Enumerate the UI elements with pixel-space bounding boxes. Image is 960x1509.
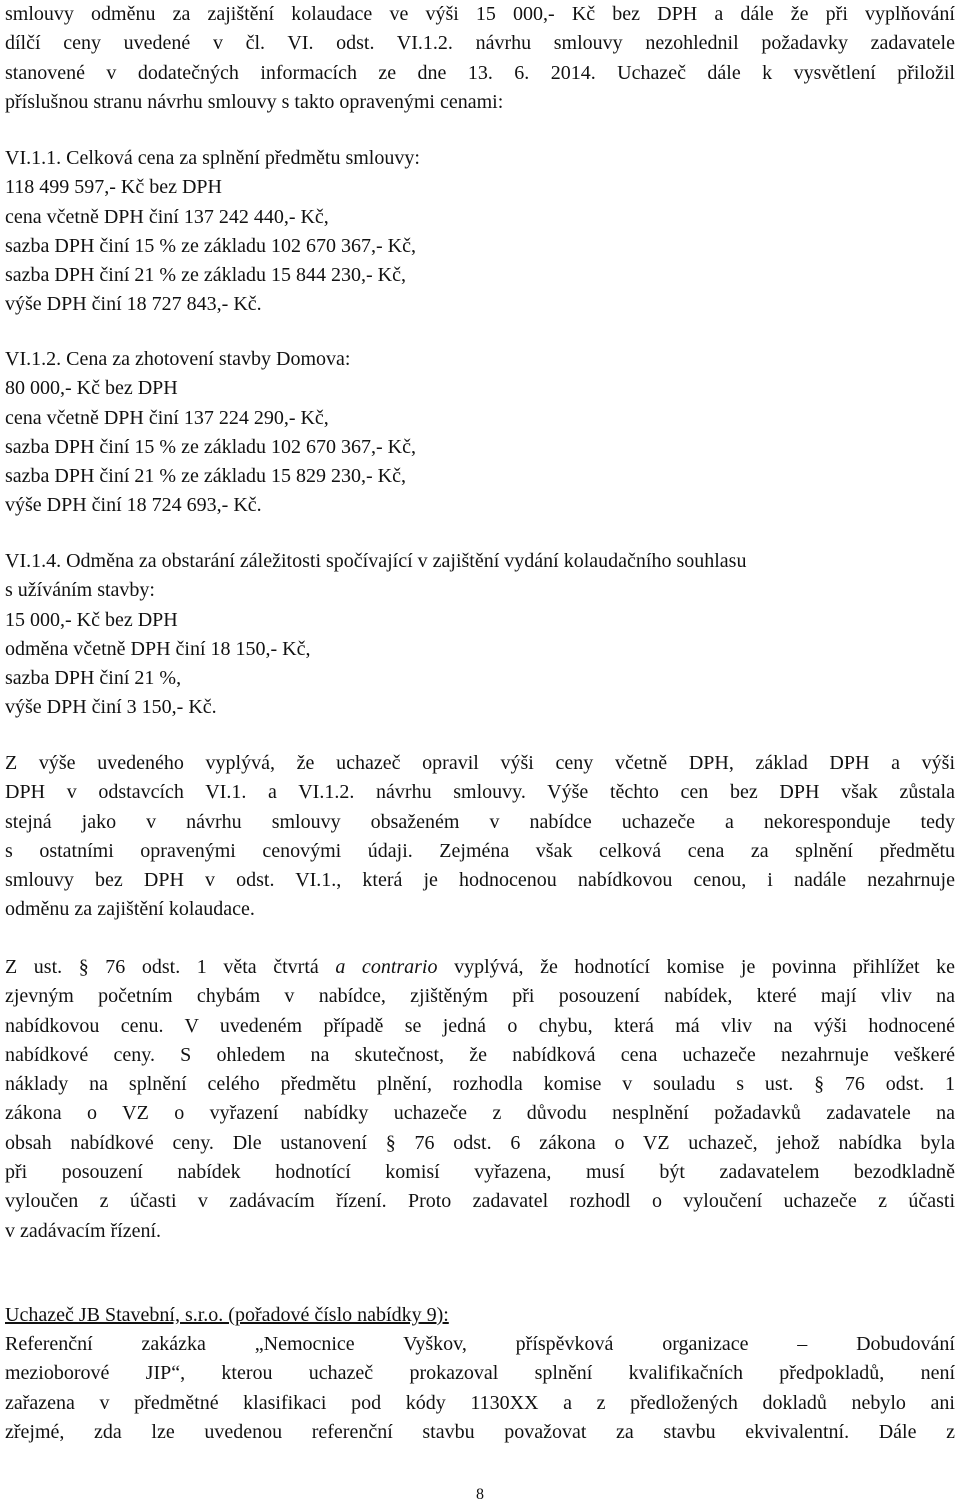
text-line: smlouvy bez DPH v odst. VI.1., která je hodnocenou nabídkovou cenou, i nadále nezahrnuje xyxy=(5,869,955,892)
text-line: výše DPH činí 18 727 843,- Kč. xyxy=(5,293,262,316)
text-line: zjevným početním chybám v nabídce, zjištěným při posouzení nabídek, které mají vliv na xyxy=(5,985,955,1008)
bidder-section-heading xyxy=(5,1301,955,1330)
text-line: 15 000,- Kč bez DPH xyxy=(5,608,178,631)
text-line: dílčí ceny uvedené v čl. VI. odst. VI.1.2. návrhu smlouvy nezohlednil požadavky zadavatele xyxy=(5,32,955,55)
text-line: VI.1.4. Odměna za obstarání záležitosti spočívající v zajištění vydání kolaudačního souhlasu xyxy=(5,550,747,572)
italic-phrase: a contrario xyxy=(335,956,438,978)
price-block-vi-1-4 xyxy=(5,547,955,723)
page-number: 8 xyxy=(476,1486,484,1503)
text-line: sazba DPH činí 21 % ze základu 15 844 230,- Kč, xyxy=(5,264,406,287)
price-block-vi-1-2 xyxy=(5,345,955,521)
text-line: Referenční zakázka „Nemocnice Vyškov, příspěvková organizace – Dobudování xyxy=(5,1333,955,1355)
text-line: obsah nabídkové ceny. Dle ustanovení § 76 odst. 6 zákona o VZ uchazeč, jehož nabídka byla xyxy=(5,1131,955,1154)
text-line: nabídkové ceny. S ohledem na skutečnost, že nabídková cena uchazeče nezahrnuje veškeré xyxy=(5,1043,955,1066)
text-line: náklady na splnění celého předmětu plnění, rozhodla komise v souladu s ust. § 76 odst. 1 xyxy=(5,1073,955,1096)
legal-reasoning-paragraph xyxy=(5,953,955,1246)
text-line: příslušnou stranu návrhu smlouvy s takto opravenými cenami: xyxy=(5,90,504,113)
conclusion-paragraph xyxy=(5,749,955,925)
text-line: odměna včetně DPH činí 18 150,- Kč, xyxy=(5,637,311,660)
text-line: stejná jako v návrhu smlouvy obsaženém v nabídce uchazeče a nekoresponduje tedy xyxy=(5,810,955,833)
text-line: sazba DPH činí 21 % ze základu 15 829 230,- Kč, xyxy=(5,465,406,488)
text-line: Z výše uvedeného vyplývá, že uchazeč opravil výši ceny včetně DPH, základ DPH a výši xyxy=(5,752,955,774)
text-segment: vyplývá, že hodnotící komise je povinna přihlížet ke xyxy=(437,956,956,978)
text-line: sazba DPH činí 15 % ze základu 102 670 367,- Kč, xyxy=(5,435,416,458)
text-line: v zadávacím řízení. xyxy=(5,1219,162,1242)
text-line: cena včetně DPH činí 137 224 290,- Kč, xyxy=(5,406,329,429)
bidder-section-paragraph xyxy=(5,1330,955,1447)
text-line: stanovené v dodatečných informacích ze dne 13. 6. 2014. Uchazeč dále k vysvětlení přiložil xyxy=(5,61,955,84)
text-line: výše DPH činí 18 724 693,- Kč. xyxy=(5,494,262,517)
text-line: smlouvy odměnu za zajištění kolaudace ve výši 15 000,- Kč bez DPH a dále že při vyplňování xyxy=(5,3,955,25)
text-line: zařazena v předmětné klasifikaci pod kódy 1130XX a z předložených dokladů nebylo ani xyxy=(5,1391,955,1414)
text-line xyxy=(5,953,955,982)
text-line: výše DPH činí 3 150,- Kč. xyxy=(5,696,217,719)
text-line: vyloučen z účasti v zadávacím řízení. Proto zadavatel rozhodl o vyloučení uchazeče z účasti xyxy=(5,1190,955,1213)
text-line: zákona o VZ o vyřazení nabídky uchazeče z důvodu nesplnění požadavků zadavatele na xyxy=(5,1102,955,1125)
text-line: sazba DPH činí 15 % ze základu 102 670 367,- Kč, xyxy=(5,234,416,257)
text-line: VI.1.2. Cena za zhotovení stavby Domova: xyxy=(5,348,351,370)
text-line: odměnu za zajištění kolaudace. xyxy=(5,898,255,921)
text-line: zřejmé, zda lze uvedenou referenční stavbu považovat za stavbu ekvivalentní. Dále z xyxy=(5,1420,955,1443)
text-line: mezioborové JIP“, kterou uchazeč prokazoval splnění kvalifikačních předpokladů, není xyxy=(5,1362,955,1385)
text-line: s ostatními opravenými cenovými údaji. Zejména však celková cena za splnění předmětu xyxy=(5,839,955,862)
text-line: 118 499 597,- Kč bez DPH xyxy=(5,176,223,199)
text-line: cena včetně DPH činí 137 242 440,- Kč, xyxy=(5,205,329,228)
text-line: sazba DPH činí 21 %, xyxy=(5,667,182,690)
price-block-vi-1-1 xyxy=(5,144,955,320)
text-line: s užíváním stavby: xyxy=(5,579,155,602)
text-line: 80 000,- Kč bez DPH xyxy=(5,377,178,400)
text-segment: Z ust. § 76 odst. 1 věta čtvrtá xyxy=(5,956,336,978)
text-line: nabídkovou cenu. V uvedeném případě se jedná o chybu, která má vliv na výši hodnocené xyxy=(5,1014,955,1037)
intro-paragraph xyxy=(5,0,955,117)
section-heading: Uchazeč JB Stavební, s.r.o. (pořadové číslo nabídky 9): xyxy=(5,1304,449,1326)
text-line: VI.1.1. Celková cena za splnění předmětu smlouvy: xyxy=(5,147,420,169)
text-line: při posouzení nabídek hodnotící komisí vyřazena, musí být zadavatelem bezodkladně xyxy=(5,1161,955,1184)
text-line: DPH v odstavcích VI.1. a VI.1.2. návrhu smlouvy. Výše těchto cen bez DPH však zůstala xyxy=(5,781,955,804)
